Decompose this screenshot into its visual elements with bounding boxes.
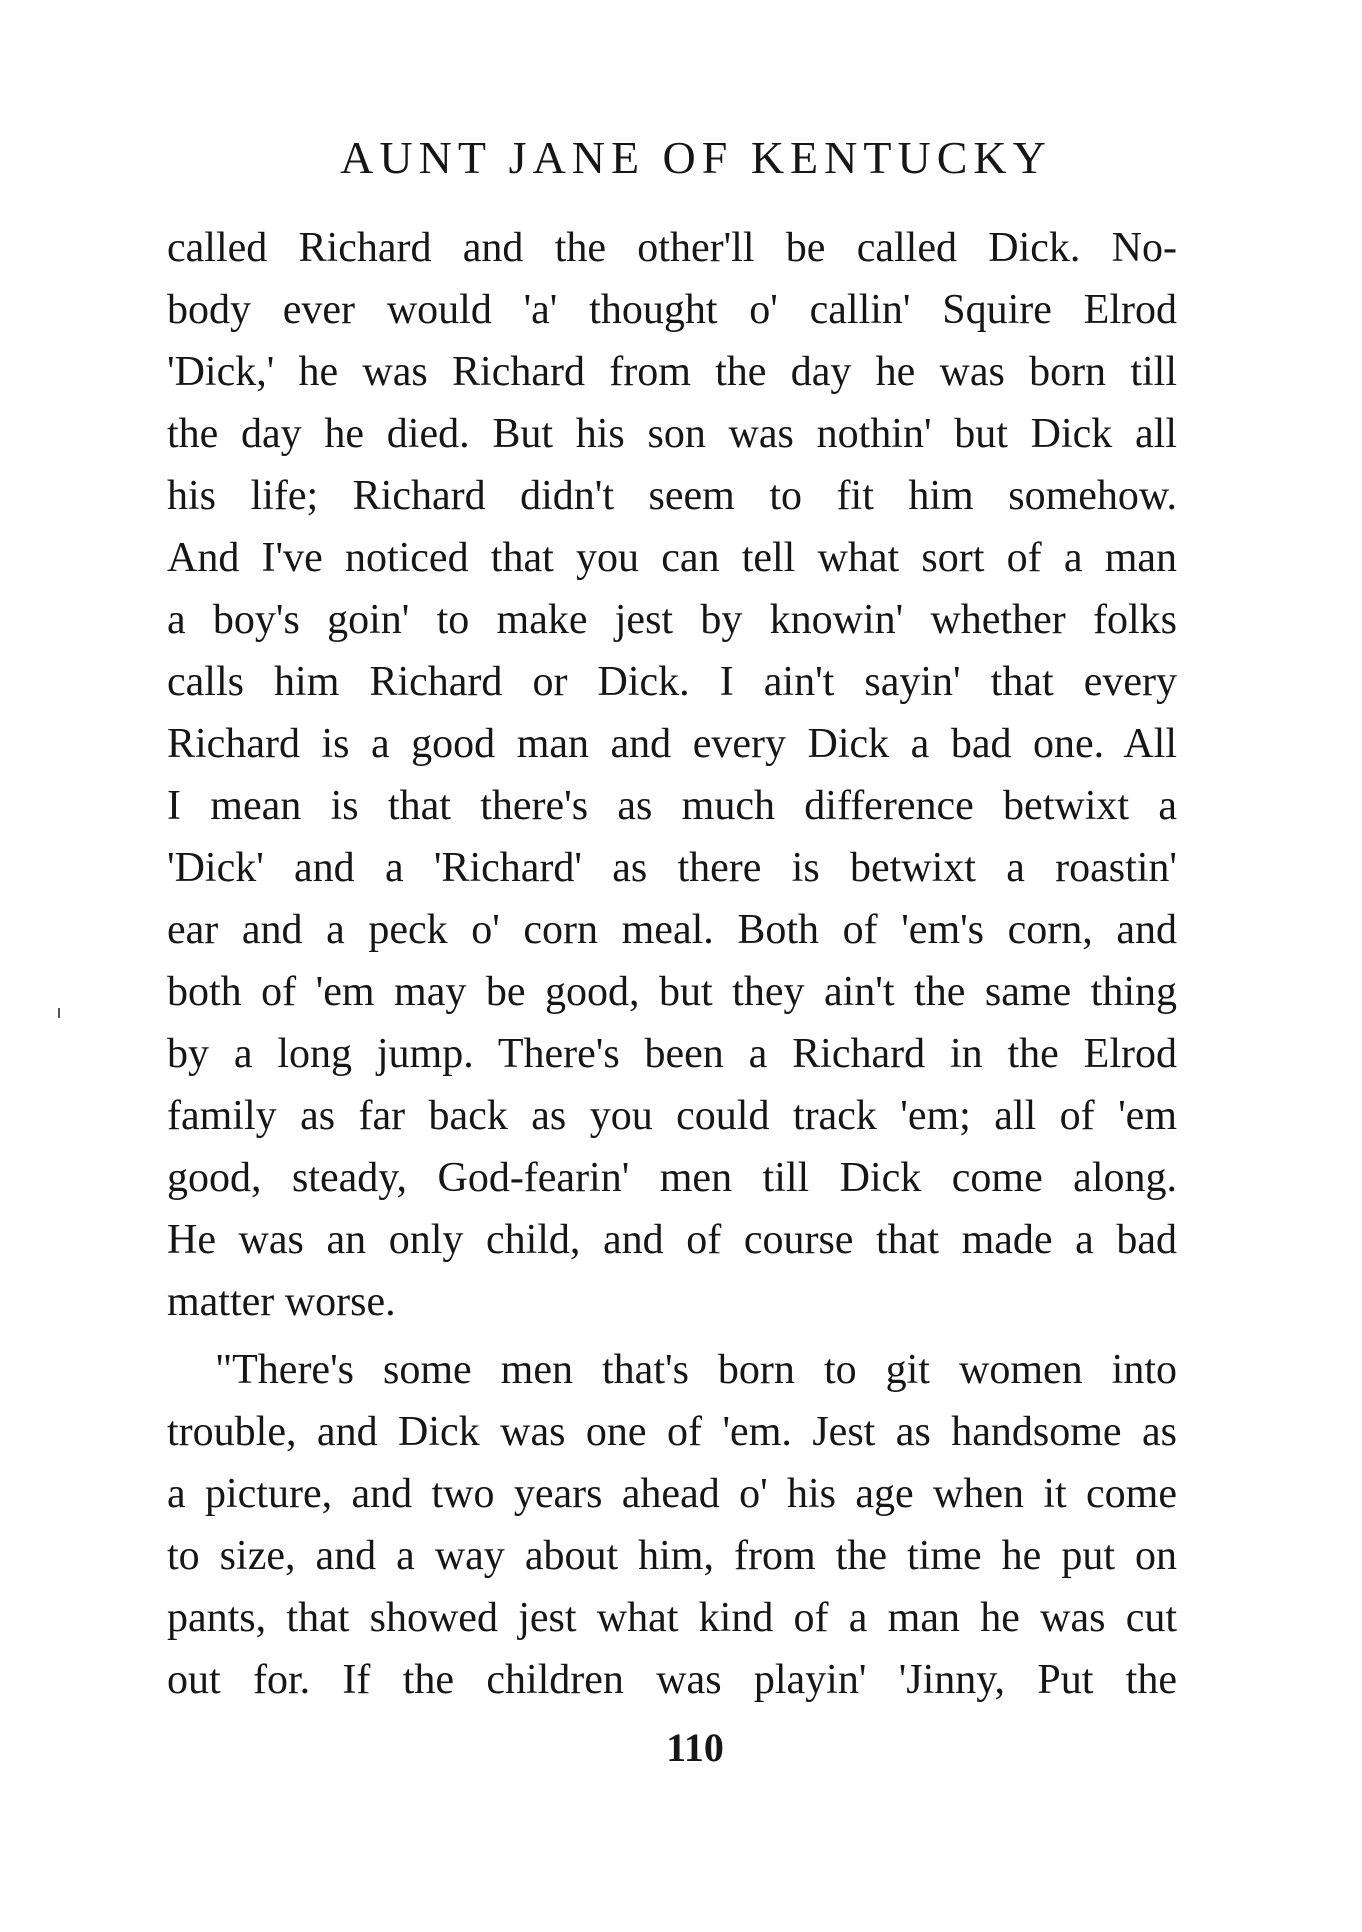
text-line: called Richard and the other'll be called Dick. No- <box>167 225 1177 271</box>
text-line: 'Dick,' he was Richard from the day he was born till <box>167 349 1177 395</box>
text-line: a picture, and two years ahead o' his age when it come <box>167 1471 1177 1517</box>
text-line: matter worse. <box>167 1279 396 1325</box>
text-line: ear and a peck o' corn meal. Both of 'em's corn, and <box>167 907 1177 953</box>
paragraph-1 <box>167 217 1177 1333</box>
text-line: to size, and a way about him, from the time he put on <box>167 1533 1177 1579</box>
running-head: AUNT JANE OF KENTUCKY <box>340 132 1052 183</box>
text-line: He was an only child, and of course that made a bad <box>167 1217 1177 1263</box>
text-line: by a long jump. There's been a Richard in the Elrod <box>167 1031 1177 1077</box>
paragraph-2 <box>167 1339 1177 1711</box>
text-line: And I've noticed that you can tell what sort of a man <box>167 535 1177 581</box>
scan-speck <box>58 1008 60 1018</box>
text-line: Richard is a good man and every Dick a bad one. All <box>167 721 1177 767</box>
text-line: his life; Richard didn't seem to fit him somehow. <box>167 473 1177 519</box>
text-line: a boy's goin' to make jest by knowin' whether folks <box>167 597 1177 643</box>
text-line: good, steady, God-fearin' men till Dick come along. <box>167 1155 1177 1201</box>
text-line: 'Dick' and a 'Richard' as there is betwixt a roastin' <box>167 845 1177 891</box>
text-line: calls him Richard or Dick. I ain't sayin' that every <box>167 659 1177 705</box>
text-line: "There's some men that's born to git women into <box>215 1347 1177 1393</box>
text-line: both of 'em may be good, but they ain't the same thing <box>167 969 1177 1015</box>
text-line: out for. If the children was playin' 'Jinny, Put the <box>167 1657 1177 1703</box>
text-line: pants, that showed jest what kind of a man he was cut <box>167 1595 1177 1641</box>
text-line: family as far back as you could track 'em; all of 'em <box>167 1093 1177 1139</box>
page-number: 110 <box>666 1725 724 1770</box>
text-line: trouble, and Dick was one of 'em. Jest as handsome as <box>167 1409 1177 1455</box>
text-line: body ever would 'a' thought o' callin' Squire Elrod <box>167 287 1177 333</box>
text-line: I mean is that there's as much difference betwixt a <box>167 783 1177 829</box>
body-text <box>167 217 1177 1711</box>
text-line: the day he died. But his son was nothin' but Dick all <box>167 411 1177 457</box>
